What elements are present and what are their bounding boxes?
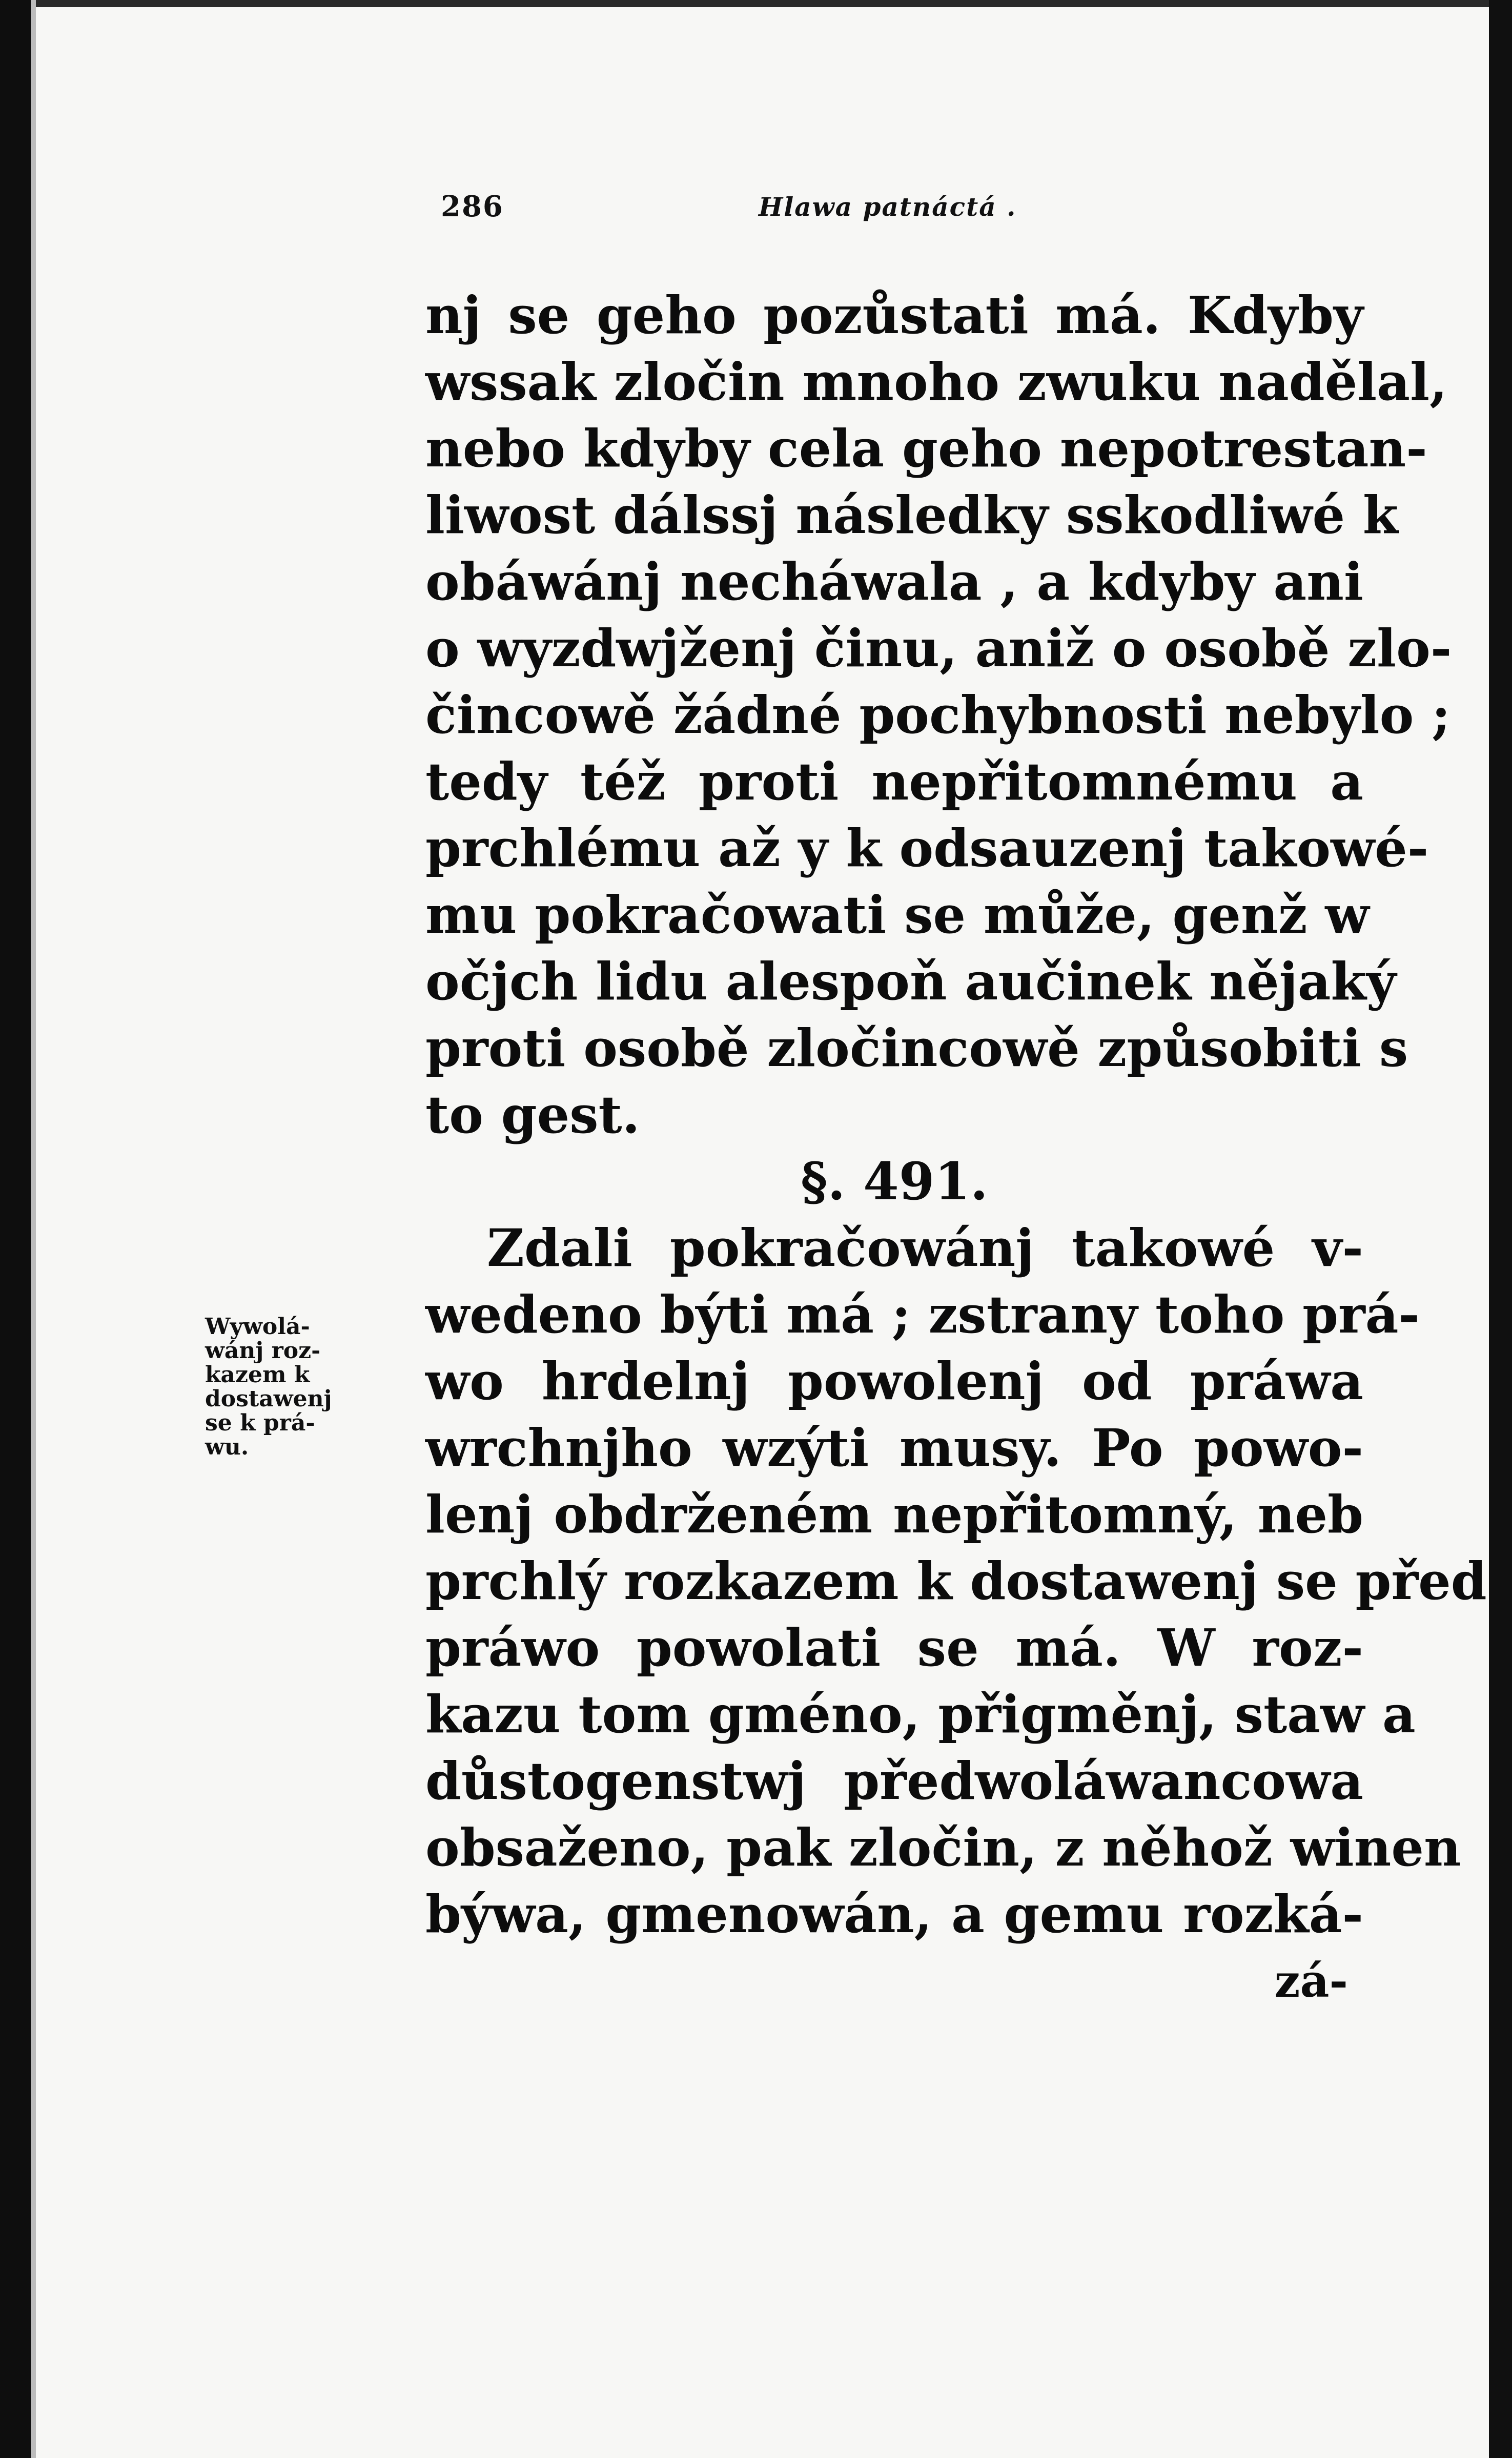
- section-heading: [425, 1148, 1363, 1215]
- text-line: proti osobě zločincowě způsobiti s: [425, 1018, 1408, 1078]
- margin-note-line: wu.: [205, 1434, 249, 1460]
- text-line: lenj obdrženém nepřitomný, neb: [425, 1484, 1363, 1545]
- margin-note-line: se k prá-: [205, 1410, 315, 1436]
- text-line: tedy též proti nepřitomnému a: [425, 751, 1363, 812]
- scan-left-gutter: [31, 0, 36, 2458]
- catchword: zá-: [1274, 1954, 1348, 2008]
- text-line: důstogenstwj předwoláwancowa: [425, 1751, 1363, 1811]
- text-line: wedeno býti má ; zstrany toho prá-: [425, 1284, 1420, 1345]
- section-number: §. 491.: [801, 1151, 988, 1212]
- margin-note-line: wánj roz-: [205, 1338, 321, 1364]
- text-line: prchlý rozkazem k dostawenj se před: [425, 1551, 1487, 1611]
- text-line: práwo powolati se má. W roz-: [425, 1617, 1363, 1678]
- scan-right-edge: [1489, 0, 1512, 2458]
- text-line: liwost dálssj následky sskodliwé k: [425, 485, 1399, 545]
- text-line: Zdali pokračowánj takowé v-: [487, 1218, 1363, 1278]
- text-line: obsaženo, pak zločin, z něhož winen: [425, 1817, 1461, 1878]
- text-line: wrchnjho wzýti musy. Po powo-: [425, 1418, 1363, 1478]
- page-number: 286: [441, 190, 504, 223]
- text-line: očjch lidu alespoň aučinek nějaký: [425, 951, 1396, 1012]
- text-line: obáwánj necháwala , a kdyby ani: [425, 551, 1363, 612]
- scan-top-edge: [0, 0, 1512, 7]
- running-title: Hlawa patnáctá .: [759, 192, 1017, 222]
- text-line: o wyzdwjženj činu, aniž o osobě zlo-: [425, 618, 1452, 679]
- margin-note-line: dostawenj: [205, 1386, 332, 1412]
- text-line: nebo kdyby cela geho nepotrestan-: [425, 418, 1427, 479]
- text-line: býwa, gmenowán, a gemu rozká-: [425, 1884, 1363, 1944]
- margin-note-line: kazem k: [205, 1362, 310, 1388]
- text-line: čincowě žádné pochybnosti nebylo ;: [425, 685, 1451, 745]
- scan-left-edge: [0, 0, 31, 2458]
- text-line: prchlému až y k odsauzenj takowé-: [425, 818, 1429, 878]
- body-text: [425, 282, 1487, 2014]
- margin-note-line: Wywolá-: [205, 1314, 310, 1340]
- text-line: wo hrdelnj powolenj od práwa: [425, 1351, 1363, 1411]
- text-line: nj se geho pozůstati má. Kdyby: [425, 285, 1363, 345]
- text-line: to gest.: [425, 1084, 640, 1145]
- text-line: mu pokračowati se může, genž w: [425, 885, 1370, 945]
- text-line: wssak zločin mnoho zwuku nadělal,: [425, 352, 1447, 412]
- page-header: [441, 190, 1158, 236]
- text-line: kazu tom gméno, přigměnj, staw a: [425, 1684, 1416, 1745]
- margin-note: [205, 1315, 420, 1459]
